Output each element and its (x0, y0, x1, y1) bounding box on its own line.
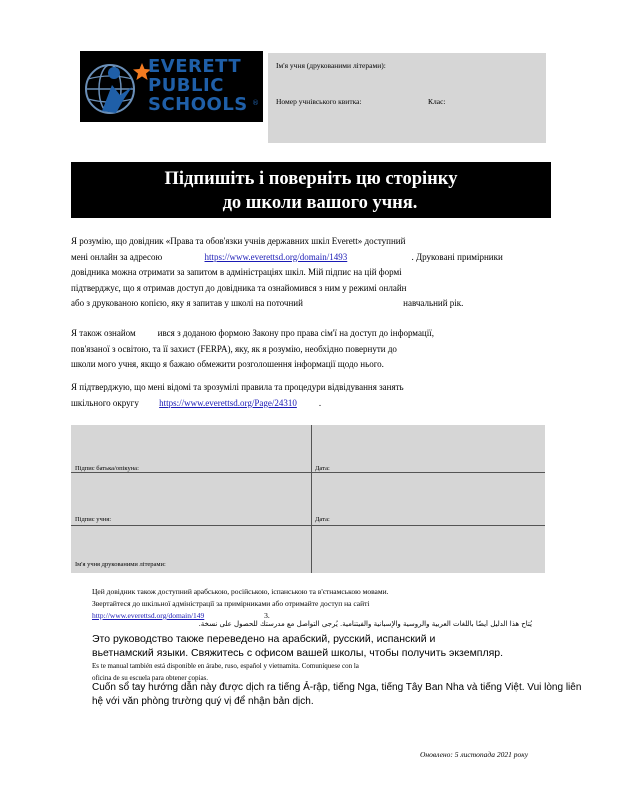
para1-line5-text: або з друкованою копією, яку я запитав у школі на поточний (71, 298, 303, 308)
student-info-box (268, 53, 546, 143)
handbook-paragraph (71, 234, 551, 312)
note-russian (92, 632, 542, 660)
class-label: Клас: (428, 97, 446, 106)
updated-date: Оновлено: 5 листопада 2021 року (420, 750, 529, 759)
para3-line1: Я підтверджую, що мені відомі та зрозумілі правила та процедури відвідування занять (71, 382, 404, 392)
para2-line2: пов'язаної з освітою, та її захист (FERPA), яку, як я розумію, необхідно повернути до (71, 343, 397, 354)
para2-line3: школи мого учня, якщо я бажаю обмежити розголошення інформації щодо нього. (71, 359, 384, 369)
para1-line5 (71, 296, 551, 312)
note-uk-tail: 3. (264, 611, 270, 620)
para1-line2-tail: . Друковані примірники (411, 251, 503, 262)
para3-line2-tail: . (318, 397, 322, 408)
note-uk-line2: Звертайтеся до шкільної адміністрації за примірниками або отримайте доступ на сайті (92, 599, 370, 608)
page-title-banner (71, 162, 551, 218)
para1-line5-tail: навчальний рік. (403, 298, 464, 308)
district-logo (80, 51, 263, 122)
date-1-label[interactable]: Дата: (315, 465, 330, 472)
student-signature-label[interactable]: Підпис учня: (75, 516, 112, 523)
table-divider-1 (71, 472, 545, 473)
note-vietnamese (92, 681, 582, 709)
student-id-label: Номер учнівського квитка: (276, 97, 362, 106)
logo-line-everett: EVERETT (148, 56, 242, 77)
note-uk-line1: Цей довідник також доступний арабською, російською, іспанською та в'єтнамською мовами. (92, 587, 389, 596)
banner-line-2: до школи вашого учня. (222, 193, 418, 213)
para1-line4: підтверджує, що я отримав доступ до довідника та ознайомився з ним у режимі онлайн (71, 282, 407, 293)
para2-line1a: Я також ознайом (71, 328, 136, 338)
note-ukrainian (92, 586, 532, 622)
table-divider-vertical (311, 425, 312, 573)
attendance-link[interactable]: https://www.everettsd.org/Page/24310 (159, 397, 297, 408)
para1-line3: довідника можна отримати за запитом в адміністраціях шкіл. Мій підпис на цій формі (71, 267, 402, 277)
note-es-line2: oficina de su escuela para obtener copias. (92, 674, 209, 682)
ferpa-paragraph (71, 326, 551, 373)
para1-line1: Я розумію, що довідник «Права та обов'язки учнів державних шкіл Everett» доступний (71, 236, 406, 246)
table-divider-2 (71, 525, 545, 526)
note-ru-line1: Это руководство также переведено на арабский, русский, испанский и (92, 633, 436, 645)
date-2-label[interactable]: Дата: (315, 516, 330, 523)
para2-line1 (71, 326, 551, 342)
para1-line2-text: мені онлайн за адресою (71, 251, 163, 262)
para2-line1b: ився з доданою формою Закону про права сім'ї на доступ до інформації, (157, 328, 434, 338)
logo-registered: ® (252, 99, 259, 107)
attendance-paragraph (71, 380, 551, 411)
note-vi-line2: hệ với văn phòng trường quý vị để nhận bản dịch. (92, 696, 314, 707)
student-print-name-label[interactable]: Ім'я учня друкованими літерами: (75, 561, 166, 568)
student-name-label: Ім'я учня (друкованими літерами): (276, 61, 386, 70)
handbook-link[interactable]: https://www.everettsd.org/domain/1493 (204, 251, 348, 262)
para3-line2 (71, 396, 551, 412)
para1-line2 (71, 250, 551, 266)
note-es-line1: Es te manual también está disponible en árabe, ruso, español y vietnamita. Comuníquese con la (92, 662, 359, 670)
logo-line-public: PUBLIC (148, 75, 224, 96)
banner-line-1: Підпишіть і поверніть цю сторінку (164, 169, 458, 189)
signature-table (71, 425, 545, 573)
note-vi-line1: Cuốn sổ tay hướng dẫn này được dịch ra tiếng Ả-rập, tiếng Nga, tiếng Tây Ban Nha và tiếng Việt. Vui lòng liên (92, 682, 582, 693)
parent-signature-label[interactable]: Підпис батька/опікуна: (75, 465, 139, 472)
note-ru-line2: вьетнамский языки. Свяжитесь с офисом вашей школы, чтобы получить экземпляр. (92, 647, 504, 659)
translations-link[interactable]: http://www.everettsd.org/domain/149 (92, 611, 205, 620)
note-arabic: يُتاح هذا الدليل أيضًا باللغات العربية والروسية والإسبانية والفيتنامية. يُرجى التواصل مع مدرستك للحصول على نسخة. (198, 620, 532, 628)
logo-line-schools: SCHOOLS (148, 94, 248, 115)
para3-line2-text: шкільного округу (71, 397, 139, 408)
